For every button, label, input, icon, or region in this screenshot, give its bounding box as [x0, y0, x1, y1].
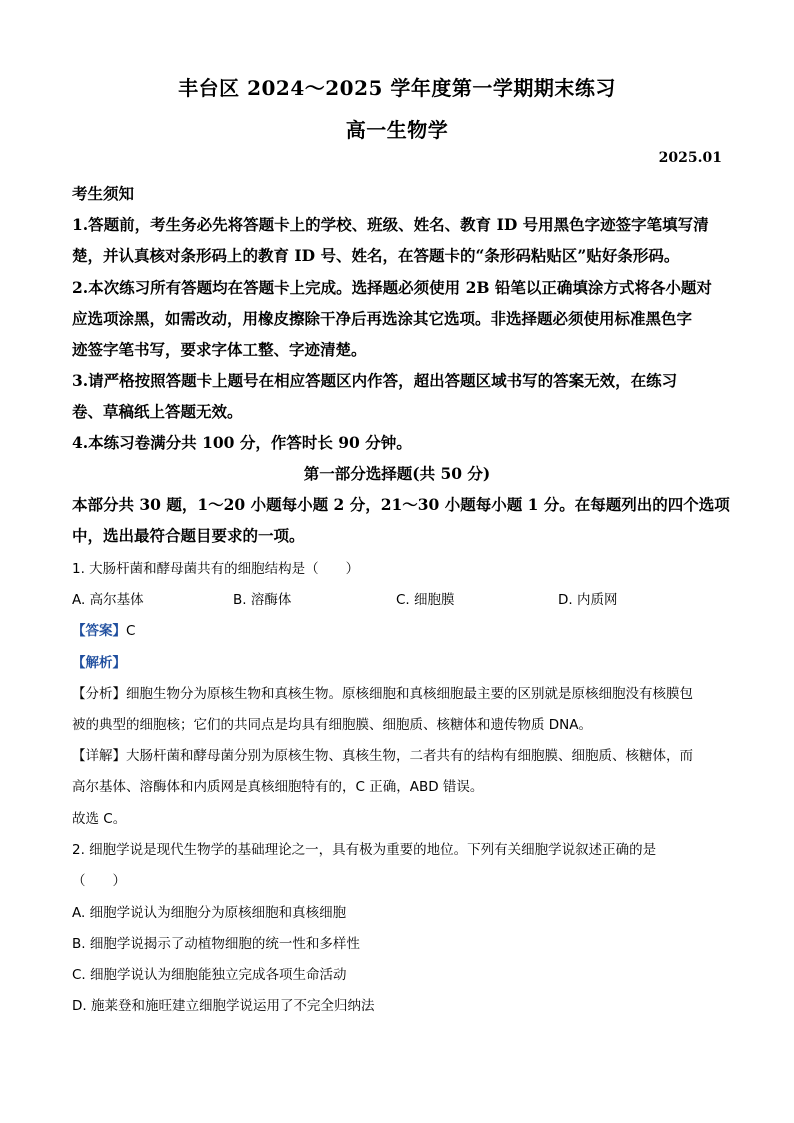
exam-date: 2025.01: [658, 150, 722, 166]
question-1-stem: 1. 大肠杆菌和酵母菌共有的细胞结构是（ ）: [72, 561, 360, 577]
instruction-line: 4.本练习卷满分共 100 分，作答时长 90 分钟。: [72, 433, 412, 452]
question-2-option-d: D. 施莱登和施旺建立细胞学说运用了不完全归纳法: [72, 998, 375, 1014]
answer-value: C: [126, 623, 136, 639]
question-2-stem-cont: （ ）: [72, 873, 126, 889]
question-1-analysis-tag: [72, 651, 722, 671]
question-1-xiangjie: [72, 744, 722, 764]
instruction-line: 应选项涂黑，如需改动，用橡皮擦除干净后再选涂其它选项。非选择题必须使用标准黑色字: [72, 309, 693, 328]
question-1-option-c: C. 细胞膜: [396, 592, 455, 608]
answer-tag: 【答案】: [72, 623, 126, 639]
section-description: 中，选出最符合题目要求的一项。: [72, 526, 305, 545]
question-1-option-b: B. 溶酶体: [233, 592, 292, 608]
instruction-line: 迹签字笔书写，要求字体工整、字迹清楚。: [72, 340, 367, 359]
fenxi-text: 细胞生物分为原核生物和真核生物。原核细胞和真核细胞最主要的区别就是原核细胞没有核膜包: [126, 686, 693, 702]
instructions-heading: 考生须知: [72, 184, 135, 203]
question-1-option-a: A. 高尔基体: [72, 592, 144, 608]
xiangjie-tag: 【详解】: [72, 748, 126, 764]
question-2-option-c: C. 细胞学说认为细胞能独立完成各项生命活动: [72, 967, 347, 983]
section-title: 第一部分选择题(共 50 分): [303, 464, 491, 483]
section-description: 本部分共 30 题，1～20 小题每小题 2 分，21～30 小题每小题 1 分。在每题列出的四个选项: [72, 495, 730, 514]
instruction-line: 楚，并认真核对条形码上的教育 ID 号、姓名，在答题卡的“条形码粘贴区”贴好条形码。: [72, 246, 680, 265]
xiangjie-text: 大肠杆菌和酵母菌分别为原核生物、真核生物，二者共有的结构有细胞膜、细胞质、核糖体，而: [126, 748, 693, 764]
analysis-tag: 【解析】: [72, 655, 126, 671]
instruction-line: 卷、草稿纸上答题无效。: [72, 402, 243, 421]
question-1-answer: [72, 619, 722, 639]
question-1-fenxi-cont: 被的典型的细胞核；它们的共同点是均具有细胞膜、细胞质、核糖体和遗传物质 DNA。: [72, 717, 593, 733]
instruction-line: 3.请严格按照答题卡上题号在相应答题区内作答，超出答题区域书写的答案无效，在练习: [72, 371, 678, 390]
question-1-fenxi: [72, 682, 722, 702]
instruction-line: 2.本次练习所有答题均在答题卡上完成。选择题必须使用 2B 铅笔以正确填涂方式将各小题对: [72, 278, 712, 297]
exam-subject: 高一生物学: [345, 118, 449, 142]
question-2-option-a: A. 细胞学说认为细胞分为原核细胞和真核细胞: [72, 905, 347, 921]
fenxi-tag: 【分析】: [72, 686, 126, 702]
question-2-stem: 2. 细胞学说是现代生物学的基础理论之一，具有极为重要的地位。下列有关细胞学说叙述正确的是: [72, 842, 657, 858]
question-1-option-d: D. 内质网: [558, 592, 618, 608]
exam-title: 丰台区 2024～2025 学年度第一学期期末练习: [178, 76, 616, 100]
question-1-xiangjie-cont: 高尔基体、溶酶体和内质网是真核细胞特有的，C 正确，ABD 错误。: [72, 779, 484, 795]
instruction-line: 1.答题前，考生务必先将答题卡上的学校、班级、姓名、教育 ID 号用黑色字迹签字笔填写清: [72, 215, 709, 234]
question-2-option-b: B. 细胞学说揭示了动植物细胞的统一性和多样性: [72, 936, 360, 952]
question-1-conclusion: 故选 C。: [72, 811, 127, 827]
